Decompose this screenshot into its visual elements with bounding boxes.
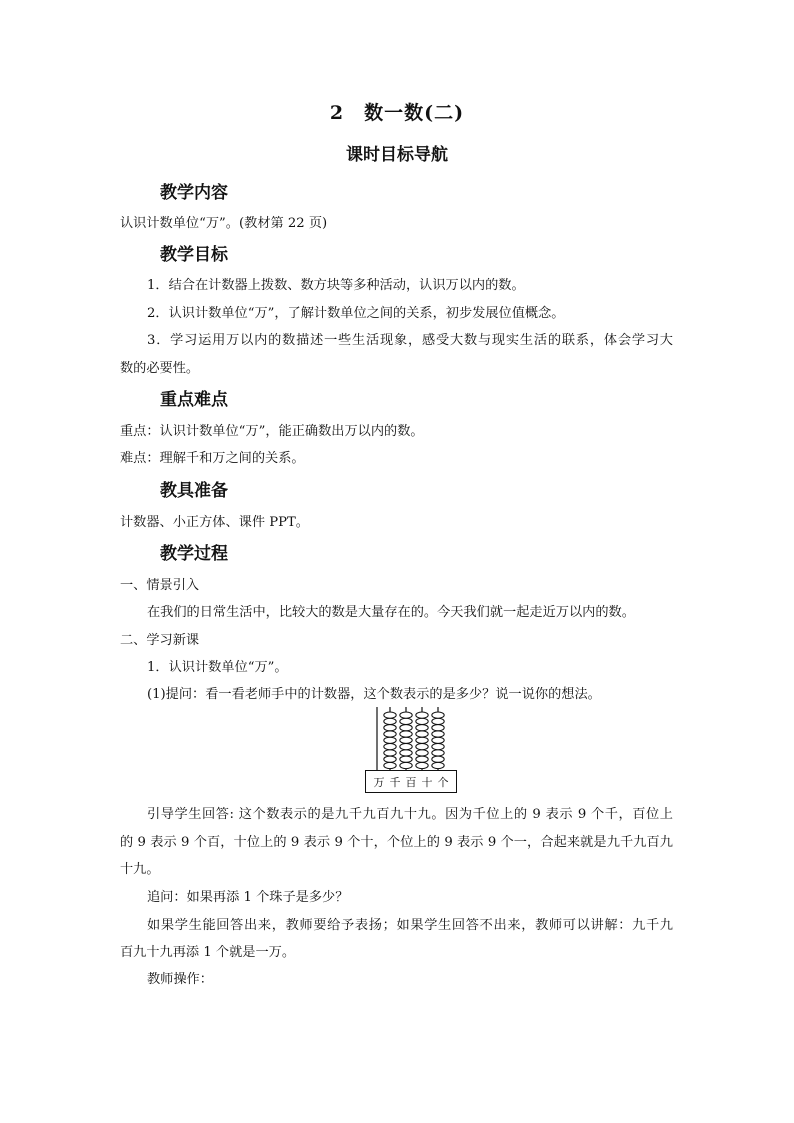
abacus-bead [416,762,428,768]
abacus-bead [400,731,412,737]
place-label-wan: 万 [373,776,385,789]
abacus-figure [365,705,457,793]
step1-title: 1．认识计数单位“万”。 [147,660,288,675]
abacus-bead [432,750,444,756]
question1: (1)提问：看一看老师手中的计数器，这个数表示的是多少？说一说你的想法。 [147,687,601,702]
place-label-qian: 千 [389,776,401,789]
goal-item-3-cont: 数的必要性。 [120,361,200,376]
place-label-shi: 十 [421,776,433,789]
abacus-bead [416,744,428,750]
abacus-bead [432,737,444,743]
abacus-bead [432,718,444,724]
abacus-bead [384,744,396,750]
abacus-place-labels [365,771,457,793]
goal-item-1: 1．结合在计数器上拨数、数方块等多种活动，认识万以内的数。 [147,278,525,293]
place-label-bai: 百 [405,776,417,789]
abacus-bead [384,718,396,724]
explain-line-1: 如果学生能回答出来，教师要给予表扬；如果学生回答不出来，教师可以讲解：九千九 [147,918,673,933]
abacus-bead [384,731,396,737]
content-text: 认识计数单位“万”。(教材第 22 页) [120,216,328,231]
abacus-bead [400,712,412,718]
abacus-bead [384,712,396,718]
abacus-bead [416,712,428,718]
teacher-operation: 教师操作： [147,972,213,987]
abacus-bead [384,725,396,731]
page-title: 2 数一数(二) [329,102,465,124]
heading-process: 教学过程 [160,544,228,564]
part1-text: 在我们的日常生活中，比较大的数是大量存在的。今天我们就一起走近万以内的数。 [147,605,635,620]
heading-goals: 教学目标 [160,245,228,265]
heading-content: 教学内容 [160,183,228,203]
goal-item-3: 3．学习运用万以内的数描述一些生活现象，感受大数与现实生活的联系，体会学习大 [147,333,673,348]
abacus-bead [416,756,428,762]
key-point: 重点：认识计数单位“万”，能正确数出万以内的数。 [120,424,424,439]
abacus-bead [416,718,428,724]
abacus-bead [400,737,412,743]
abacus-bead [416,731,428,737]
guide-line-3: 十九。 [120,862,160,877]
abacus-bead [432,731,444,737]
guide-line-2: 的 9 表示 9 个百，十位上的 9 表示 9 个十，个位上的 9 表示 9 个一，合起来就是九千九百九 [120,835,673,850]
abacus-bead [400,725,412,731]
abacus-bead [432,762,444,768]
part1-title: 一、情景引入 [120,578,200,593]
abacus-bead [400,750,412,756]
materials-text: 计数器、小正方体、课件 PPT。 [120,515,309,530]
explain-line-2: 百九十九再添 1 个就是一万。 [120,945,296,960]
abacus-bead [400,762,412,768]
abacus-bead [432,712,444,718]
followup-question: 追问：如果再添 1 个珠子是多少？ [147,890,349,905]
abacus-bead [384,737,396,743]
heading-key-points: 重点难点 [160,390,228,410]
part2-title: 二、学习新课 [120,633,200,648]
abacus-bead [432,744,444,750]
abacus-bead [400,756,412,762]
goal-item-2: 2．认识计数单位“万”，了解计数单位之间的关系，初步发展位值概念。 [147,306,565,321]
place-label-ge: 个 [437,776,449,789]
page-subtitle: 课时目标导航 [346,145,448,165]
abacus-bead [400,718,412,724]
abacus-bead [432,725,444,731]
abacus-bead [416,725,428,731]
abacus-bead [416,737,428,743]
abacus-bead [416,750,428,756]
guide-line-1: 引导学生回答: 这个数表示的是九千九百九十九。因为千位上的 9 表示 9 个千，百位上 [147,807,673,822]
abacus-bead [384,762,396,768]
abacus-bead [384,750,396,756]
abacus-bead [400,744,412,750]
abacus-bead [432,756,444,762]
difficult-point: 难点：理解千和万之间的关系。 [120,451,305,466]
heading-materials: 教具准备 [160,481,228,501]
abacus-bead [384,756,396,762]
